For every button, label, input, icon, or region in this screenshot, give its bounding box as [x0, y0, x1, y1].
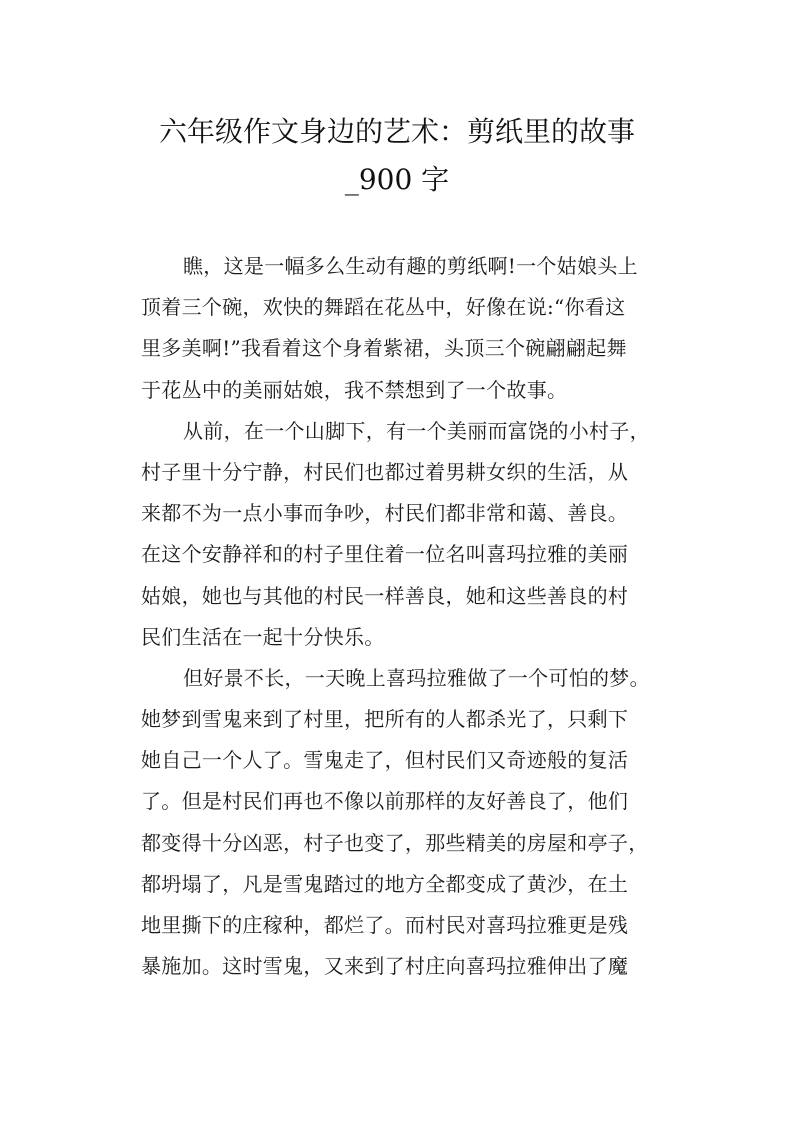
text-line: 但好景不长，一天晚上喜玛拉雅做了一个可怕的梦。	[183, 665, 650, 690]
text-line: 暴施加。这时雪鬼，又来到了村庄向喜玛拉雅伸出了魔	[141, 954, 629, 979]
text-line: 在这个安静祥和的村子里住着一位名叫喜玛拉雅的美丽	[141, 542, 629, 567]
text-line: 了。但是村民们再也不像以前那样的友好善良了，他们	[141, 789, 629, 814]
title-line-1: 六年级作文身边的艺术：剪纸里的故事	[158, 115, 635, 148]
text-line: 她自己一个人了。雪鬼走了，但村民们又奇迹般的复活	[141, 748, 629, 773]
text-line: 村子里十分宁静，村民们也都过着男耕女织的生活，从	[141, 459, 629, 484]
text-line: 她梦到雪鬼来到了村里，把所有的人都杀光了，只剩下	[141, 707, 629, 732]
title-line-2: _900 字	[344, 163, 450, 196]
text-line: 于花丛中的美丽姑娘，我不禁想到了一个故事。	[141, 377, 568, 402]
text-line: 里多美啊!”我看着这个身着紫裙，头顶三个碗翩翩起舞	[141, 336, 627, 361]
text-line: 姑娘，她也与其他的村民一样善良，她和这些善良的村	[141, 583, 629, 608]
text-line: 民们生活在一起十分快乐。	[141, 624, 385, 649]
text-line: 瞧，这是一幅多么生动有趣的剪纸啊!一个姑娘头上	[183, 254, 638, 278]
text-line: 都坍塌了，凡是雪鬼踏过的地方全都变成了黄沙，在土	[141, 871, 629, 896]
text-line: 都变得十分凶恶，村子也变了，那些精美的房屋和亭子，	[141, 830, 649, 855]
text-line: 地里撕下的庄稼种，都烂了。而村民对喜玛拉雅更是残	[141, 913, 629, 937]
article-body	[141, 246, 681, 987]
text-line: 来都不为一点小事而争吵，村民们都非常和蔼、善良。	[141, 501, 629, 526]
text-line: 顶着三个碗，欢快的舞蹈在花丛中，好像在说:“你看这	[141, 295, 626, 320]
text-line: 从前，在一个山脚下，有一个美丽而富饶的小村子，	[183, 418, 650, 443]
page-title	[100, 108, 694, 204]
